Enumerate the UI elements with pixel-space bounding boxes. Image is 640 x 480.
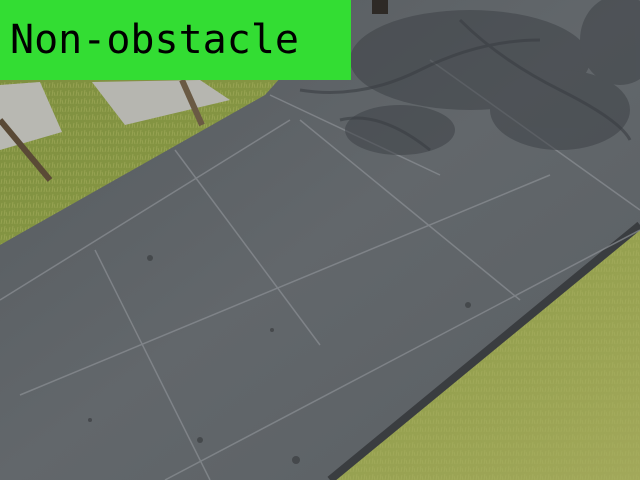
classification-label [0,0,351,80]
classification-label-text: Non-obstacle [10,17,299,63]
tree-trunk [372,0,388,14]
